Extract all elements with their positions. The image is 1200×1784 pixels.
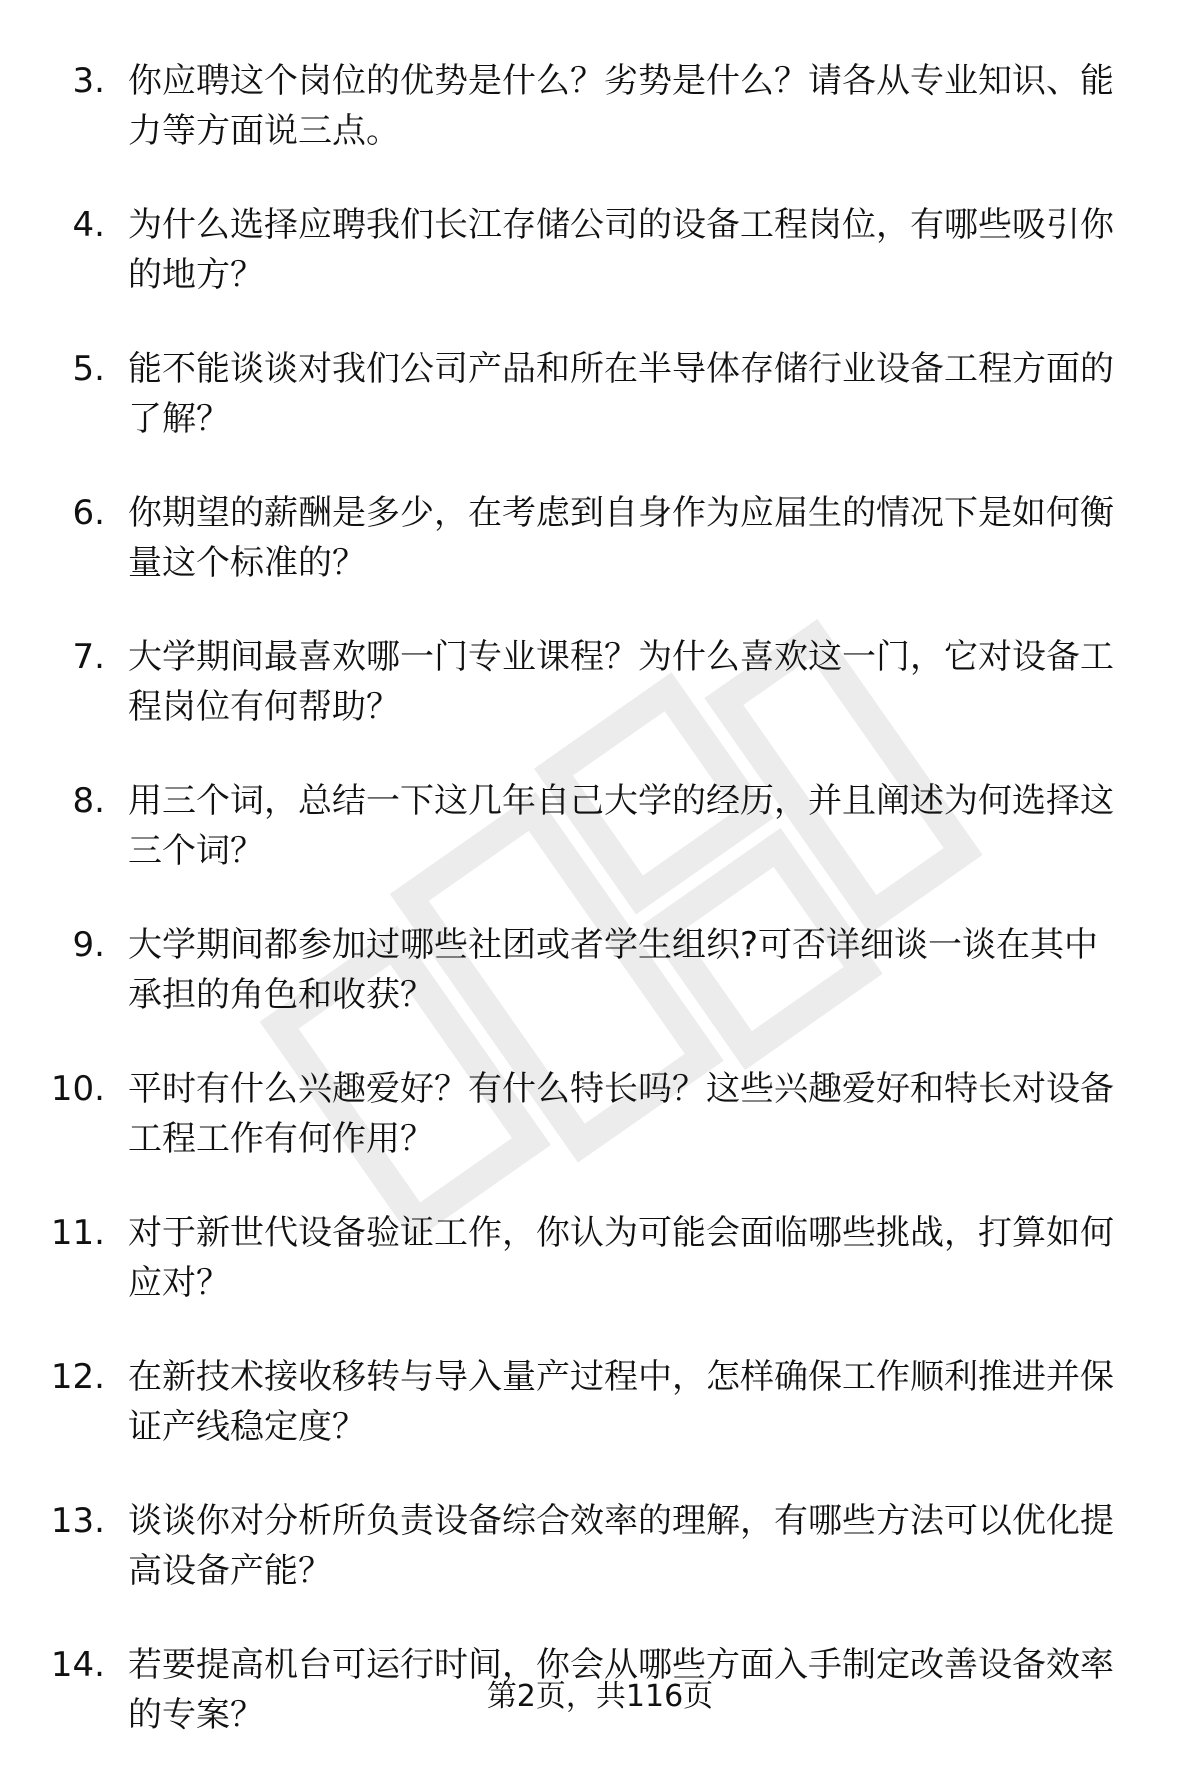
- question-text: 用三个词，总结一下这几年自己大学的经历，并且阐述为何选择这三个词？: [128, 781, 1114, 871]
- question-number: 13.: [50, 1501, 105, 1541]
- question-number: 8.: [72, 781, 105, 821]
- question-item: [0, 776, 1200, 920]
- question-text: 你期望的薪酬是多少，在考虑到自身作为应届生的情况下是如何衡量这个标准的？: [128, 493, 1114, 583]
- question-text: 大学期间最喜欢哪一门专业课程？为什么喜欢这一门，它对设备工程岗位有何帮助？: [128, 637, 1114, 727]
- question-number: 6.: [72, 493, 105, 533]
- page-indicator: 第2页，共116页: [486, 1679, 714, 1714]
- question-text: 对于新世代设备验证工作，你认为可能会面临哪些挑战，打算如何应对？: [128, 1213, 1114, 1303]
- question-number: 5.: [72, 349, 105, 389]
- question-text: 在新技术接收移转与导入量产过程中，怎样确保工作顺利推进并保证产线稳定度？: [128, 1357, 1114, 1447]
- question-item: [0, 1208, 1200, 1352]
- question-number: 10.: [50, 1069, 105, 1109]
- question-text: 谈谈你对分析所负责设备综合效率的理解，有哪些方法可以优化提高设备产能？: [128, 1501, 1114, 1591]
- question-number: 12.: [50, 1357, 105, 1397]
- question-text: 为什么选择应聘我们长江存储公司的设备工程岗位，有哪些吸引你的地方？: [128, 205, 1114, 295]
- question-text: 平时有什么兴趣爱好？有什么特长吗？这些兴趣爱好和特长对设备工程工作有何作用？: [128, 1069, 1114, 1159]
- question-number: 7.: [72, 637, 105, 677]
- question-number: 4.: [72, 205, 105, 245]
- question-item: [0, 488, 1200, 632]
- question-number: 3.: [72, 61, 105, 101]
- question-item: [0, 344, 1200, 488]
- question-text: 大学期间都参加过哪些社团或者学生组织?可否详细谈一谈在其中承担的角色和收获？: [128, 925, 1099, 1015]
- question-item: [0, 56, 1200, 200]
- question-text: 能不能谈谈对我们公司产品和所在半导体存储行业设备工程方面的了解？: [128, 349, 1114, 439]
- question-item: [0, 632, 1200, 776]
- question-item: [0, 1496, 1200, 1640]
- question-text: 若要提高机台可运行时间，你会从哪些方面入手制定改善设备效率的专案？: [128, 1645, 1114, 1735]
- question-number: 9.: [72, 925, 105, 965]
- question-item: [0, 1064, 1200, 1208]
- question-number: 14.: [50, 1645, 105, 1685]
- question-number: 11.: [50, 1213, 105, 1253]
- question-item: [0, 1352, 1200, 1496]
- question-text: 你应聘这个岗位的优势是什么？劣势是什么？请各从专业知识、能力等方面说三点。: [128, 61, 1114, 151]
- question-item: [0, 200, 1200, 344]
- question-item: [0, 920, 1200, 1064]
- question-list: [0, 56, 1200, 1784]
